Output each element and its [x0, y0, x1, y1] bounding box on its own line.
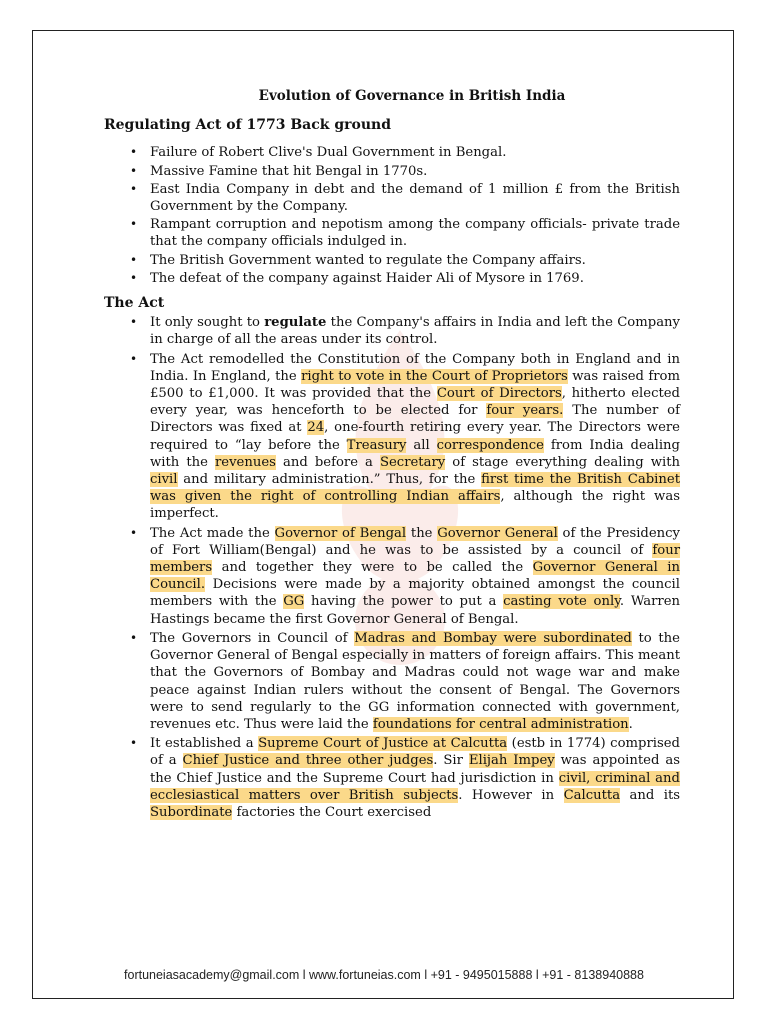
background-list	[104, 144, 680, 287]
list-item-regulate	[150, 314, 680, 348]
highlight: casting vote only	[503, 594, 620, 610]
list-item-supreme-court	[150, 735, 680, 821]
highlight: Secretary	[379, 454, 446, 470]
text-run: , hitherto elected every year, was henceforth to be elected for	[150, 386, 680, 419]
highlight: first time the British Cabinet was given the right of controlling Indian affairs	[150, 472, 680, 505]
bold-term: regulate	[264, 315, 327, 331]
text-run: . Sir	[433, 753, 469, 769]
list-item: • Rampant corruption and nepotism among the company officials- private trade that the company officials indulged in.	[150, 216, 680, 250]
text-run: . However in	[458, 787, 564, 803]
background-heading: Regulating Act of 1773 Back ground	[104, 117, 391, 134]
highlight: Treasury	[346, 437, 407, 453]
text-run: and its	[620, 787, 681, 803]
text-run: of the Presidency of Fort William(Bengal) and he was to be assisted by a council of	[150, 525, 681, 558]
text-run: It established a	[150, 736, 259, 752]
list-item: • The British Government wanted to regulate the Company affairs.	[150, 252, 680, 269]
highlight: Calcutta	[563, 787, 621, 803]
document-body	[104, 88, 680, 823]
highlight: civil, criminal and ecclesiastical matters over British subjects	[150, 770, 680, 803]
highlight: Governor General in Council.	[150, 560, 681, 593]
highlight: four years.	[486, 403, 564, 419]
text-run: .	[628, 716, 633, 732]
highlight: Madras and Bombay were subordinated	[354, 630, 632, 646]
text-run: (estb in 1774) comprised of a	[150, 736, 680, 769]
highlight: Elijah Impey	[468, 753, 555, 769]
text-run: factories the Court exercised	[232, 804, 432, 820]
text-run: The number of Directors was fixed at	[150, 403, 680, 436]
highlight: foundations for central administration	[372, 716, 629, 732]
text-run: of stage everything dealing with	[445, 454, 680, 470]
highlight: 24	[307, 420, 325, 436]
text-run: from India dealing with the	[150, 437, 680, 470]
text-run: The Act made the	[150, 525, 275, 541]
text-run: to the Governor General of Bengal especially in matters of foreign affairs. This meant that the Governors of Bombay and Madras could not wage war and make peace against Indian rulers without the consent of Bengal. The Governors were to send regularly to the GG information connected with government, revenues etc. Thus were laid the	[150, 630, 680, 732]
highlight: civil	[150, 472, 178, 488]
highlight: GG	[283, 594, 305, 610]
text-run: the	[406, 525, 438, 541]
text-run: having the power to put a	[304, 594, 504, 610]
highlight: four members	[150, 542, 680, 576]
text-run: was appointed as the Chief Justice and the Supreme Court had jurisdiction in	[150, 753, 680, 786]
act-list	[104, 314, 680, 821]
text-run: was raised from £500 to £1,000. It was provided that the	[150, 368, 680, 402]
highlight: Supreme Court of Justice at Calcutta	[258, 736, 508, 752]
list-item: • The defeat of the company against Haider Ali of Mysore in 1769.	[150, 270, 680, 287]
list-item: • Massive Famine that hit Bengal in 1770s.	[150, 163, 680, 180]
text-run: Decisions were made by a majority obtained amongst the council members with the	[150, 577, 680, 610]
text-run: and before a	[275, 454, 380, 470]
text-run: The Governors in Council of	[150, 630, 355, 646]
list-item: • Failure of Robert Clive's Dual Government in Bengal.	[150, 144, 680, 161]
text-run: It only sought to	[150, 315, 265, 331]
highlight: Subordinate	[150, 804, 233, 820]
text-run: , although the right was imperfect.	[150, 489, 680, 522]
highlight: right to vote in the Court of Proprietors	[301, 368, 568, 384]
text-run: The Act remodelled the Constitution of the Company both in England and in India. In England, the	[150, 351, 680, 384]
text-run: and together they were to be called the	[212, 560, 533, 576]
document-title: Evolution of Governance in British India	[258, 88, 566, 104]
text-run: all	[406, 437, 437, 453]
text-run: the Company's affairs in India and left the Company in charge of all the areas under its control.	[150, 315, 680, 348]
highlight: Court of Directors	[436, 386, 562, 402]
list-item: • East India Company in debt and the demand of 1 million £ from the British Government by the Company.	[150, 181, 680, 215]
highlight: correspondence	[436, 437, 544, 453]
text-run: and military administration.” Thus, for the	[177, 472, 482, 488]
highlight: Chief Justice and three other judges	[182, 753, 434, 769]
list-item-governor-general	[150, 525, 680, 628]
list-item-constitution	[150, 351, 680, 523]
highlight: Governor of Bengal	[274, 525, 407, 541]
list-item-madras-bombay	[150, 630, 680, 733]
highlight: revenues	[215, 454, 276, 470]
act-heading: The Act	[104, 295, 165, 312]
text-run: . Warren Hastings became the first Governor General of Bengal.	[150, 594, 681, 627]
text-run: , one-fourth retiring every year. The Directors were required to “lay before the	[150, 420, 680, 453]
highlight: Governor General	[437, 525, 558, 541]
page-footer: fortuneiasacademy@gmail.com l www.fortuneias.com l +91 - 9495015888 l +91 - 8138940888	[124, 968, 644, 982]
